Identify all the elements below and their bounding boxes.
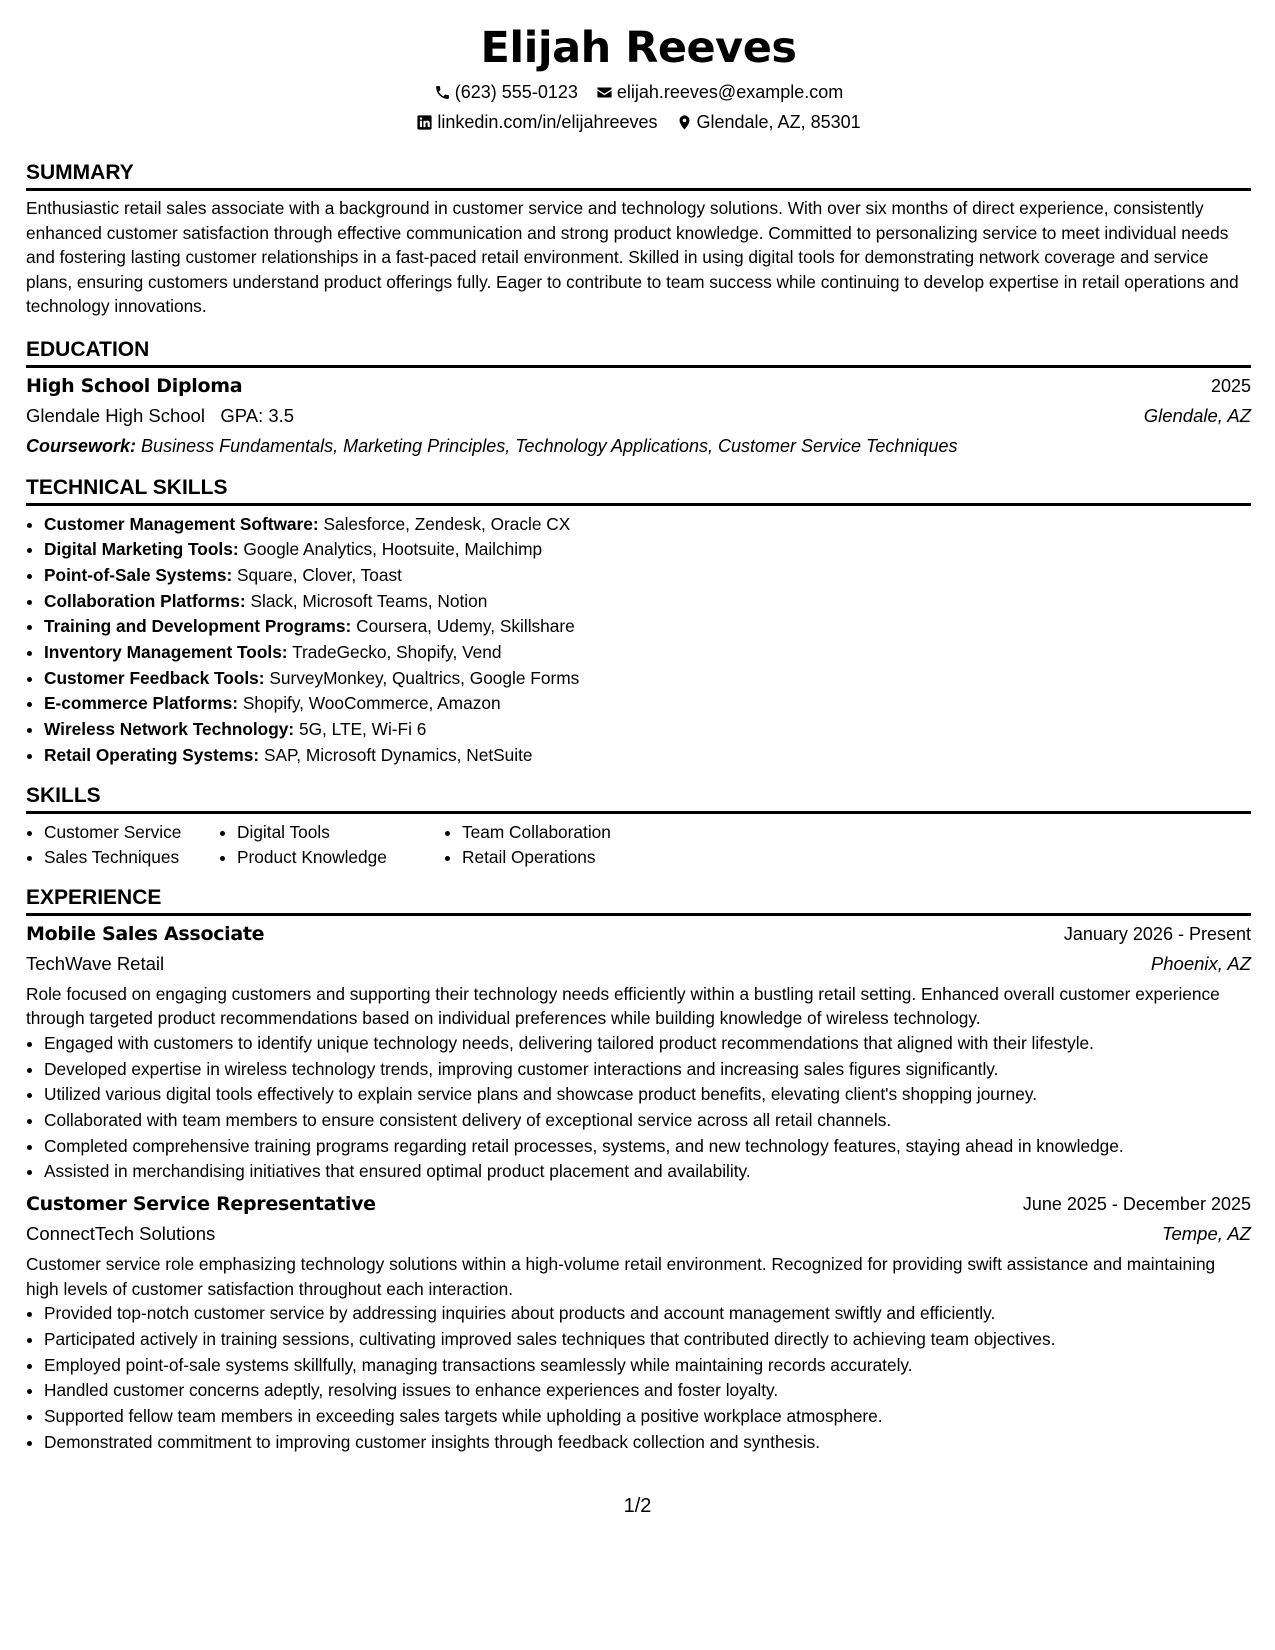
list-item: • Product Knowledge xyxy=(237,845,444,871)
skills-heading: SKILLS xyxy=(26,771,1251,814)
experience-section xyxy=(26,873,1251,1455)
school-location: Glendale, AZ xyxy=(1143,404,1251,426)
technical-skills-section xyxy=(26,463,1251,769)
coursework-label: Coursework: xyxy=(26,435,137,456)
list-item: • Participated actively in training sessions, cultivating improved sales techniques that contributed directly to achieving team objectives. xyxy=(44,1327,1251,1353)
phone-icon xyxy=(434,84,451,101)
candidate-name: Elijah Reeves xyxy=(480,23,797,73)
contact-linkedin[interactable] xyxy=(416,110,657,134)
list-item: • Retail Operations xyxy=(462,845,662,871)
skill-category: Wireless Network Technology: xyxy=(44,719,295,740)
skills-column-2 xyxy=(219,820,444,871)
gpa: GPA: 3.5 xyxy=(220,404,295,426)
job-company-row xyxy=(26,1219,1251,1249)
skill-category: Collaboration Platforms: xyxy=(44,590,246,611)
list-item xyxy=(44,614,1251,640)
education-heading: EDUCATION xyxy=(26,325,1251,368)
list-item: • Handled customer concerns adeptly, resolving issues to enhance experiences and foster loyalty. xyxy=(44,1378,1251,1404)
job-dates: January 2026 - Present xyxy=(1063,923,1251,944)
skill-values: TradeGecko, Shopify, Vend xyxy=(292,642,502,663)
skill-values: Slack, Microsoft Teams, Notion xyxy=(250,590,488,611)
coursework-line xyxy=(26,431,1251,461)
contact-phone xyxy=(434,80,578,104)
skills-column-3 xyxy=(444,820,662,871)
graduation-year: 2025 xyxy=(1210,375,1251,396)
contact-email[interactable] xyxy=(596,80,843,104)
skill-category: Customer Feedback Tools: xyxy=(44,667,265,688)
resume-header xyxy=(26,0,1251,134)
list-item: • Team Collaboration xyxy=(462,820,662,846)
list-item: • Provided top-notch customer service by addressing inquiries about products and account management swiftly and efficiently. xyxy=(44,1301,1251,1327)
map-pin-icon xyxy=(676,114,693,131)
contact-line-2 xyxy=(26,110,1251,134)
list-item xyxy=(44,666,1251,692)
school-info xyxy=(26,401,294,431)
linkedin-url[interactable]: linkedin.com/in/elijahreeves xyxy=(437,112,658,132)
school-name: Glendale High School xyxy=(26,404,205,426)
skill-values: Google Analytics, Hootsuite, Mailchimp xyxy=(243,539,543,560)
skills-section xyxy=(26,771,1251,871)
summary-heading: SUMMARY xyxy=(26,148,1251,191)
job-bullets xyxy=(26,1031,1251,1185)
job-title-row xyxy=(26,1189,1251,1219)
list-item: • Employed point-of-sale systems skillfully, managing transactions seamlessly while maintaining records accurately. xyxy=(44,1353,1251,1379)
list-item: • Supported fellow team members in exceeding sales targets while upholding a positive workplace atmosphere. xyxy=(44,1404,1251,1430)
experience-heading: EXPERIENCE xyxy=(26,873,1251,916)
list-item xyxy=(44,537,1251,563)
job-location: Phoenix, AZ xyxy=(1150,952,1251,974)
technical-skills-heading: TECHNICAL SKILLS xyxy=(26,463,1251,506)
job-entry xyxy=(26,919,1251,1185)
list-item: • Developed expertise in wireless technology trends, improving customer interactions and increasing sales figures significantly. xyxy=(44,1057,1251,1083)
list-item: • Collaborated with team members to ensure consistent delivery of exceptional service across all retail channels. xyxy=(44,1108,1251,1134)
skill-values: Salesforce, Zendesk, Oracle CX xyxy=(323,513,571,534)
list-item xyxy=(44,589,1251,615)
skill-values: Shopify, WooCommerce, Amazon xyxy=(242,693,501,714)
skill-category: E-commerce Platforms: xyxy=(44,693,239,714)
list-item: • Assisted in merchandising initiatives that ensured optimal product placement and availability. xyxy=(44,1159,1251,1185)
list-item xyxy=(44,640,1251,666)
technical-skills-list xyxy=(26,512,1251,769)
list-item: • Utilized various digital tools effectively to explain service plans and showcase product benefits, elevating client's shopping journey. xyxy=(44,1082,1251,1108)
list-item xyxy=(44,717,1251,743)
skill-values: Coursera, Udemy, Skillshare xyxy=(356,616,575,637)
job-description: Role focused on engaging customers and supporting their technology needs efficiently within a bustling retail setting. Enhanced overall customer experience through targeted product recommendations based on individual preferences while building knowledge of wireless technology. xyxy=(26,983,1220,1029)
skill-category: Inventory Management Tools: xyxy=(44,642,288,663)
skills-column-1 xyxy=(26,820,219,871)
coursework-list: Business Fundamentals, Marketing Principles, Technology Applications, Customer Service Techniques xyxy=(141,435,958,456)
skill-category: Training and Development Programs: xyxy=(44,616,352,637)
job-title: Customer Service Representative xyxy=(26,1193,376,1216)
company-name: ConnectTech Solutions xyxy=(26,1223,216,1245)
linkedin-icon xyxy=(416,114,433,131)
job-bullets xyxy=(26,1301,1251,1455)
job-title: Mobile Sales Associate xyxy=(26,922,265,945)
degree-name: High School Diploma xyxy=(26,374,243,397)
list-item xyxy=(44,563,1251,589)
envelope-icon xyxy=(596,84,613,101)
company-name: TechWave Retail xyxy=(26,952,165,974)
list-item xyxy=(44,512,1251,538)
location-text: Glendale, AZ, 85301 xyxy=(696,112,861,132)
education-row-2 xyxy=(26,401,1251,431)
job-title-row xyxy=(26,919,1251,949)
education-row-1 xyxy=(26,371,1251,401)
list-item xyxy=(44,691,1251,717)
job-company-row xyxy=(26,949,1251,979)
skill-values: SAP, Microsoft Dynamics, NetSuite xyxy=(263,744,533,765)
summary-section xyxy=(26,148,1251,319)
phone-number: (623) 555-0123 xyxy=(454,82,578,102)
job-location: Tempe, AZ xyxy=(1161,1223,1251,1245)
list-item: • Customer Service xyxy=(44,820,219,846)
skill-category: Retail Operating Systems: xyxy=(44,744,260,765)
skill-values: 5G, LTE, Wi-Fi 6 xyxy=(298,719,427,740)
contact-location xyxy=(676,110,861,134)
list-item: • Completed comprehensive training programs regarding retail processes, systems, and new technology features, staying ahead in knowledge. xyxy=(44,1134,1251,1160)
list-item: • Engaged with customers to identify unique technology needs, delivering tailored product recommendations that aligned with their lifestyle. xyxy=(44,1031,1251,1057)
job-dates: June 2025 - December 2025 xyxy=(1022,1194,1251,1215)
list-item: • Demonstrated commitment to improving customer insights through feedback collection and synthesis. xyxy=(44,1430,1251,1456)
job-entry xyxy=(26,1189,1251,1455)
page-number: 1/2 xyxy=(623,1495,652,1517)
skill-values: Square, Clover, Toast xyxy=(237,564,402,585)
contact-line-1 xyxy=(26,80,1251,104)
skill-category: Point-of-Sale Systems: xyxy=(44,564,233,585)
education-section xyxy=(26,325,1251,461)
skill-category: Customer Management Software: xyxy=(44,513,319,534)
skill-values: SurveyMonkey, Qualtrics, Google Forms xyxy=(269,667,580,688)
skills-grid xyxy=(26,820,1251,871)
summary-text: Enthusiastic retail sales associate with a background in customer service and technology solutions. With over six months of direct experience, consistently enhanced customer satisfaction through effective communication and strong product knowledge. Committed to personalizing service to meet individual needs and fostering lasting customer relationships in a fast-paced retail environment. Skilled in using digital tools for demonstrating network coverage and service plans, ensuring customers understand product offerings fully. Eager to contribute to team success while continuing to develop expertise in retail operations and technology innovations. xyxy=(26,198,1239,316)
list-item: • Sales Techniques xyxy=(44,845,219,871)
job-description: Customer service role emphasizing technology solutions within a high-volume retail environment. Recognized for providing swift assistance and maintaining high levels of customer satisfaction throughout each interaction. xyxy=(26,1254,1216,1299)
list-item: • Digital Tools xyxy=(237,820,444,846)
skill-category: Digital Marketing Tools: xyxy=(44,539,239,560)
list-item xyxy=(44,743,1251,769)
email-address[interactable]: elijah.reeves@example.com xyxy=(616,82,844,102)
resume-page xyxy=(26,0,1251,1455)
